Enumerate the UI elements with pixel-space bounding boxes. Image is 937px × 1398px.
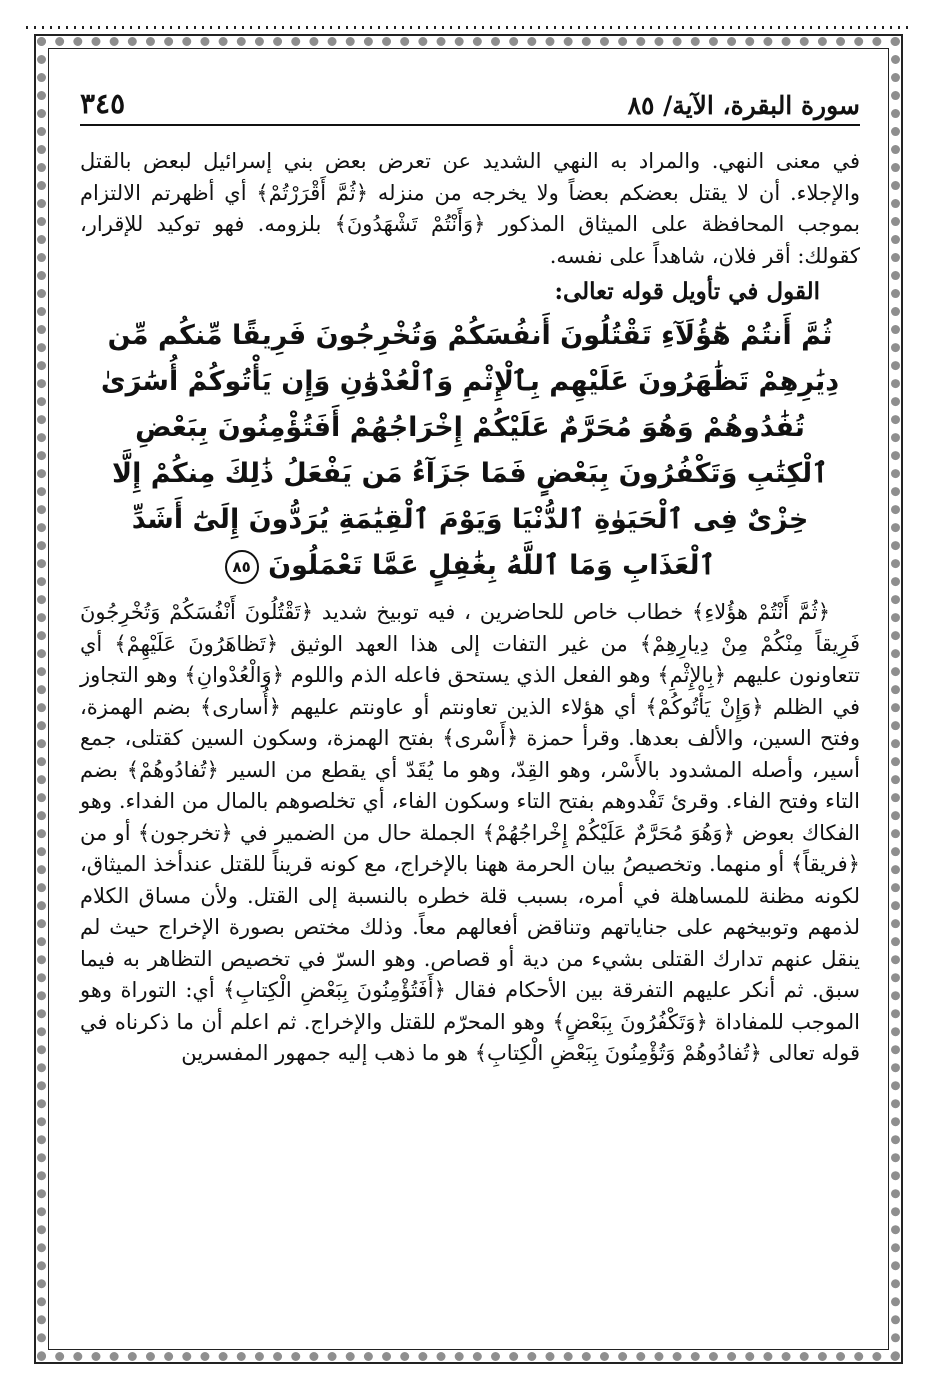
page-content: [80, 70, 860, 1070]
intro-paragraph: في معنى النهي. والمراد به النهي الشديد عن تعرض بعض بني إسرائيل لبعض بالقتل والإجلاء. أن لا يقتل بعضكم بعضاً ولا يخرجه من منزله ﴿ثُمَّ أَقْرَرْتُمْ﴾ أي أظهرتم الالتزام بموجب المحافظة على الميثاق المذكور ﴿وَأَنْتُمْ تَشْهَدُونَ﴾ بلزومه. فهو توكيد للإقرار، كقولك: أقر فلان، شاهداً على نفسه.: [80, 149, 860, 268]
running-header: [80, 70, 860, 126]
verse-text: ثُمَّ أَنتُمْ هَٰٓؤُلَآءِ تَقْتُلُونَ أَنفُسَكُمْ وَتُخْرِجُونَ فَرِيقًا مِّنكُم مِّن دِيَٰرِهِمْ تَظَٰهَرُونَ عَلَيْهِم بِٱلْإِثْمِ وَٱلْعُدْوَٰنِ وَإِن يَأْتُوكُمْ أُسَٰرَىٰ تُفَٰدُوهُمْ وَهُوَ مُحَرَّمٌ عَلَيْكُمْ إِخْرَاجُهُمْ أَفَتُؤْمِنُونَ بِبَعْضِ ٱلْكِتَٰبِ وَتَكْفُرُونَ بِبَعْضٍ فَمَا جَزَآءُ مَن يَفْعَلُ ذَٰلِكَ مِنكُمْ إِلَّا خِزْىٌ فِى ٱلْحَيَوٰةِ ٱلدُّنْيَا وَيَوْمَ ٱلْقِيَٰمَةِ يُرَدُّونَ إِلَىٰٓ أَشَدِّ ٱلْعَذَابِ وَمَا ٱللَّهُ بِغَٰفِلٍ عَمَّا تَعْمَلُونَ: [100, 320, 840, 581]
section-heading: القول في تأويل قوله تعالى:: [554, 278, 820, 305]
header-title: سورة البقرة، الآية/ ٨٥: [627, 91, 860, 120]
ayah-number-marker: ٨٥: [225, 550, 259, 584]
commentary: [80, 597, 860, 1070]
quran-verse: [80, 313, 860, 589]
page-number: ٣٤٥: [80, 87, 126, 120]
commentary-paragraph: ﴿ثُمَّ أَنْتُمْ هؤُلاءِ﴾ خطاب خاص للحاضرين ، فيه توبيخ شديد ﴿تَقْتُلُونَ أَنْفُسَكُمْ وَتُخْرِجُونَ فَرِيقاً مِنْكُمْ مِنْ دِيارِهِمْ﴾ من غير التفات إلى هذا العهد الوثيق ﴿تَظاهَرُونَ عَلَيْهِمْ﴾ أي تتعاونون عليهم ﴿بِالإِثْمِ﴾ وهو الفعل الذي يستحق فاعله الذم واللوم ﴿وَالْعُدْوانِ﴾ وهو التجاوز في الظلم ﴿وَإِنْ يَأْتُوكُمْ﴾ أي هؤلاء الذين تعاونتم أو عاونتم عليهم ﴿أُسارى﴾ بضم الهمزة، وفتح السين، والألف بعدها. وقرأ حمزة ﴿أَسْرى﴾ بفتح الهمزة، وسكون السين كقتلى، جمع أسير، وأصله المشدود بالأَسْر، وهو القِدّ، وهو ما يُقَدّ أي يقطع من السير ﴿تُفادُوهُمْ﴾ بضم التاء وفتح الفاء. وقرئ تَفْدوهم بفتح التاء وسكون الفاء، أي تخلصوهم بالمال من الفداء. وهو الفكاك بعوض ﴿وَهُوَ مُحَرَّمٌ عَلَيْكُمْ إِخْراجُهُمْ﴾ الجملة حال من الضمير في ﴿تخرجون﴾ أو من ﴿فريقاً﴾ أو منهما. وتخصيصُ بيان الحرمة ههنا بالإخراج، مع كونه قريناً للقتل عندأخذ الميثاق، لكونه مظنة للمساهلة في أمره، بسبب قلة خطره بالنسبة إلى القتل. ولأن مساق الكلام لذمهم وتوبيخهم على جناياتهم وتناقض أفعالهم معاً. وذلك مختص بصورة الإخراج حيث لم ينقل عنهم تدارك القتلى بشيء من دية أو قصاص. وهو السرّ في تخصيص التظاهر به فيما سبق. ثم أنكر عليهم التفرقة بين الأحكام فقال ﴿أَفَتُؤْمِنُونَ بِبَعْضِ الْكِتابِ﴾ أي: التوراة وهو الموجب للمفاداة ﴿وَتَكْفُرُونَ بِبَعْضٍ﴾ وهو المحرّم للقتل والإخراج. ثم اعلم أن ما ذكرناه في قوله تعالى ﴿تُفادُوهُمْ وَتُؤْمِنُونَ بِبَعْضِ الْكِتابِ﴾ هو ما ذهب إليه جمهور المفسرين: [80, 600, 860, 1065]
